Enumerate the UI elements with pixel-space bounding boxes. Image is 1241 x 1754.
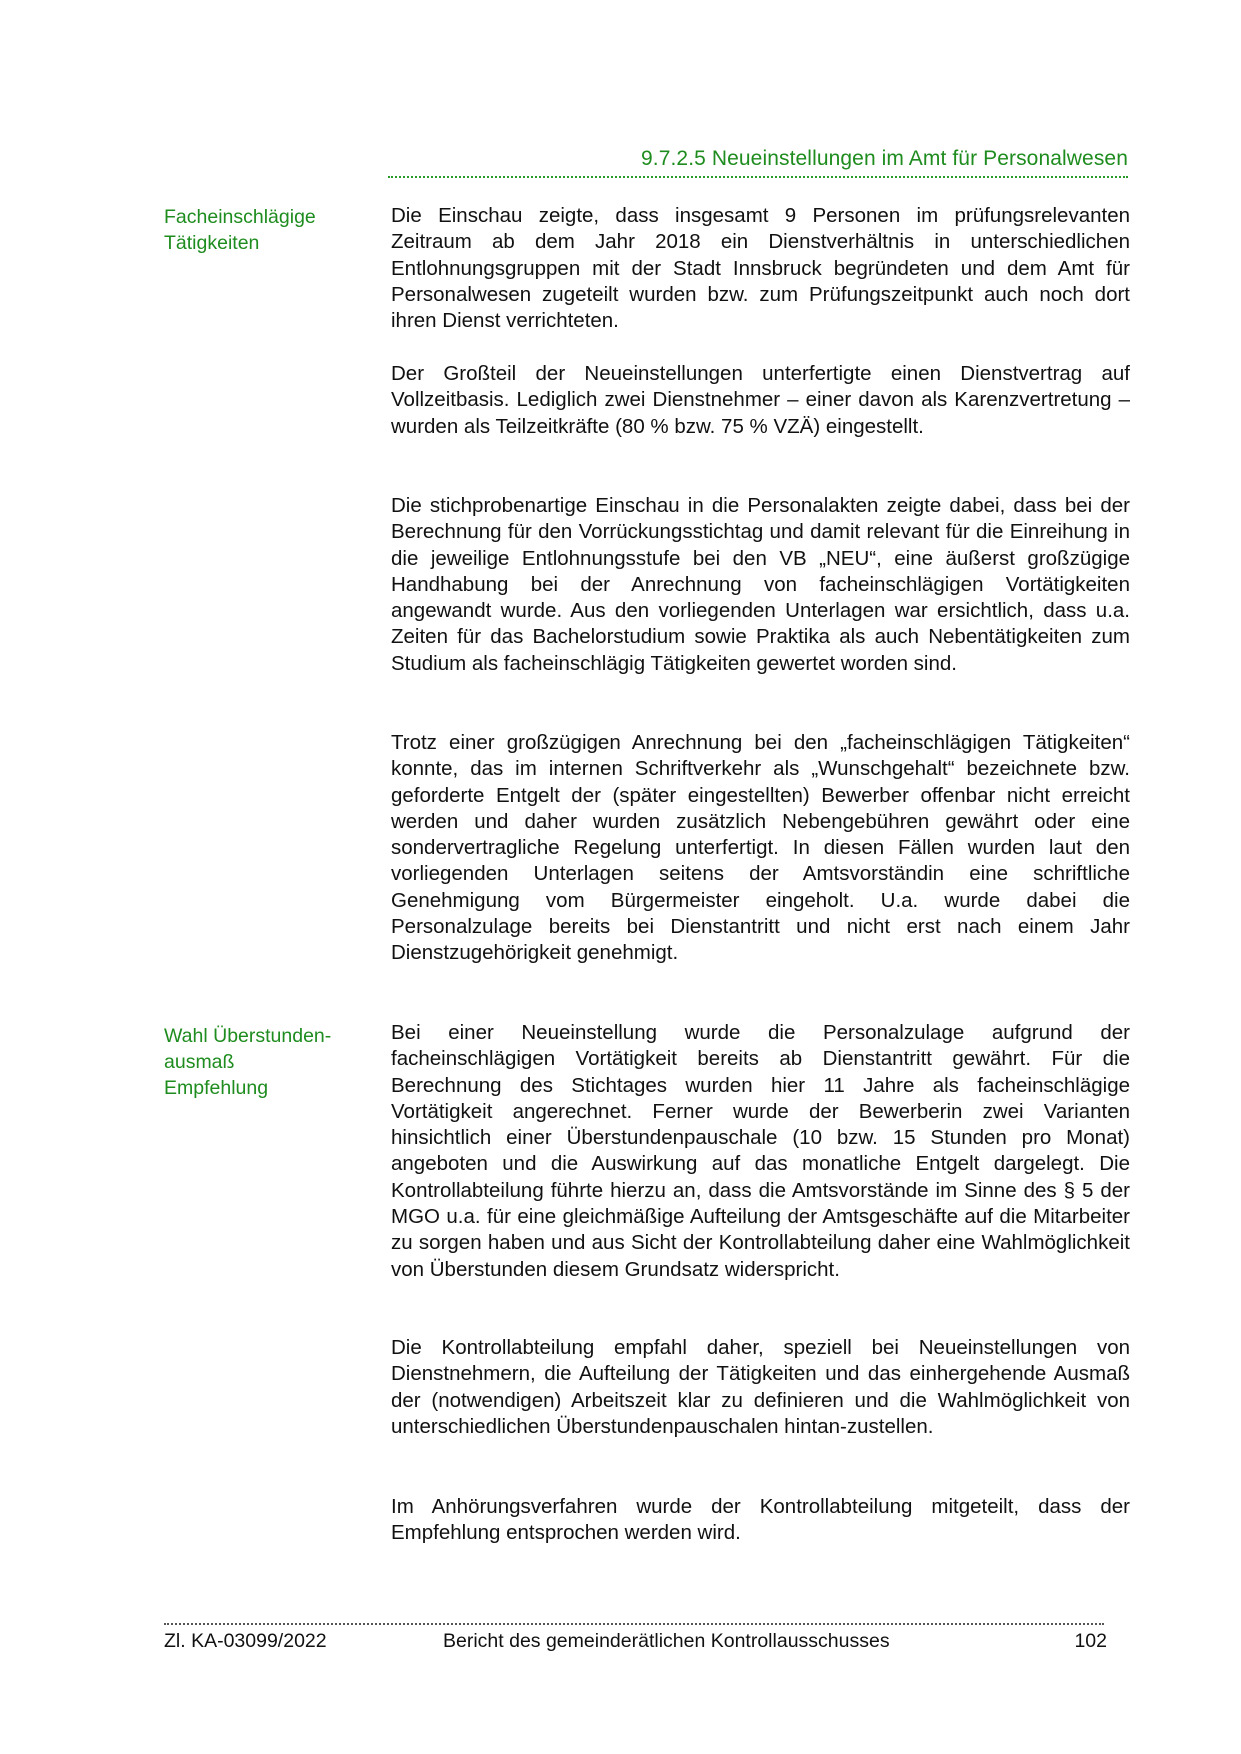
footer-report-title: Bericht des gemeinderätlichen Kontrollausschusses	[443, 1630, 890, 1652]
margin-note-facheinschlaegige	[164, 204, 364, 256]
section-title: 9.7.2.5 Neueinstellungen im Amt für Personalwesen	[640, 147, 1128, 170]
margin-note-line: Wahl Überstunden-	[164, 1025, 332, 1047]
paragraph: Der Großteil der Neueinstellungen unterfertigte einen Dienstvertrag auf Vollzeitbasis. Lediglich zwei Dienstnehmer – einer davon als Karenzvertretung – wurden als Teilzeitkräfte (80 % bzw. 75 % VZÄ) eingestellt.	[391, 362, 1130, 438]
paragraph: Trotz einer großzügigen Anrechnung bei den „facheinschlägigen Tätigkeiten“ konnte, das im internen Schriftverkehr als „Wunschgehalt“ bezeichnete bzw. geforderte Entgelt der (später eingestellten) Bewerber offenbar nicht erreicht werden und daher wurden zusätzlich Nebengebühren gewährt oder eine sondervertragliche Regelung unterfertigt. In diesen Fällen wurden laut den vorliegenden Unterlagen seitens der Amtsvorständin eine schriftliche Genehmigung vom Bürgermeister eingeholt. U.a. wurde dabei die Personalzulage bereits bei Dienstantritt und nicht erst nach einem Jahr Dienstzugehörigkeit genehmigt.	[391, 731, 1130, 965]
header-divider	[388, 176, 1128, 178]
paragraph: Die stichprobenartige Einschau in die Personalakten zeigte dabei, dass bei der Berechnung für den Vorrückungsstichtag und damit relevant für die Einreihung in die jeweilige Entlohnungsstufe bei den VB „NEU“, eine äußerst großzügige Handhabung bei der Anrechnung von facheinschlägigen Vortätigkeiten angewandt wurde. Aus den vorliegenden Unterlagen war ersichtlich, dass u.a. Zeiten für das Bachelorstudium sowie Praktika als auch Nebentätigkeiten zum Studium als facheinschlägig Tätigkeiten gewertet worden sind.	[391, 494, 1130, 675]
page-number: 102	[1074, 1630, 1107, 1652]
paragraph: Im Anhörungsverfahren wurde der Kontrollabteilung mitgeteilt, dass der Empfehlung entsprochen werden wird.	[391, 1495, 1130, 1545]
margin-note-wahl-ueberstunden	[164, 1023, 364, 1101]
footer-reference: Zl. KA-03099/2022	[164, 1630, 327, 1652]
margin-note-line: Empfehlung	[164, 1077, 269, 1099]
margin-note-line: Facheinschlägige	[164, 206, 316, 228]
paragraph: Bei einer Neueinstellung wurde die Personalzulage aufgrund der facheinschlägigen Vortätigkeit bereits ab Dienstantritt gewährt. Für die Berechnung des Stichtages wurden hier 11 Jahre als facheinschlägige Vortätigkeit angerechnet. Ferner wurde der Bewerberin zwei Varianten hinsichtlich einer Überstundenpauschale (10 bzw. 15 Stunden pro Monat) angeboten und die Auswirkung auf das monatliche Entgelt dargelegt. Die Kontrollabteilung führte hierzu an, dass die Amtsvorstände im Sinne des § 5 der MGO u.a. für eine gleichmäßige Aufteilung der Amtsgeschäfte auf die Mitarbeiter zu sorgen haben und aus Sicht der Kontrollabteilung daher eine Wahlmöglichkeit von Überstunden diesem Grundsatz widerspricht.	[391, 1021, 1130, 1281]
footer-divider	[164, 1623, 1104, 1625]
paragraph: Die Kontrollabteilung empfahl daher, speziell bei Neueinstellungen von Dienstnehmern, die Aufteilung der Tätigkeiten und das einhergehende Ausmaß der (notwendigen) Arbeitszeit klar zu definieren und die Wahlmöglichkeit von unterschiedlichen Überstundenpauschalen hintan-zustellen.	[391, 1336, 1130, 1438]
paragraph: Die Einschau zeigte, dass insgesamt 9 Personen im prüfungsrelevanten Zeitraum ab dem Jahr 2018 ein Dienstverhältnis in unterschiedlichen Entlohnungsgruppen mit der Stadt Innsbruck begründeten und dem Amt für Personalwesen zugeteilt wurden bzw. zum Prüfungszeitpunkt auch noch dort ihren Dienst verrichteten.	[391, 204, 1130, 333]
margin-note-line: Tätigkeiten	[164, 232, 260, 254]
margin-note-line: ausmaß	[164, 1051, 235, 1073]
